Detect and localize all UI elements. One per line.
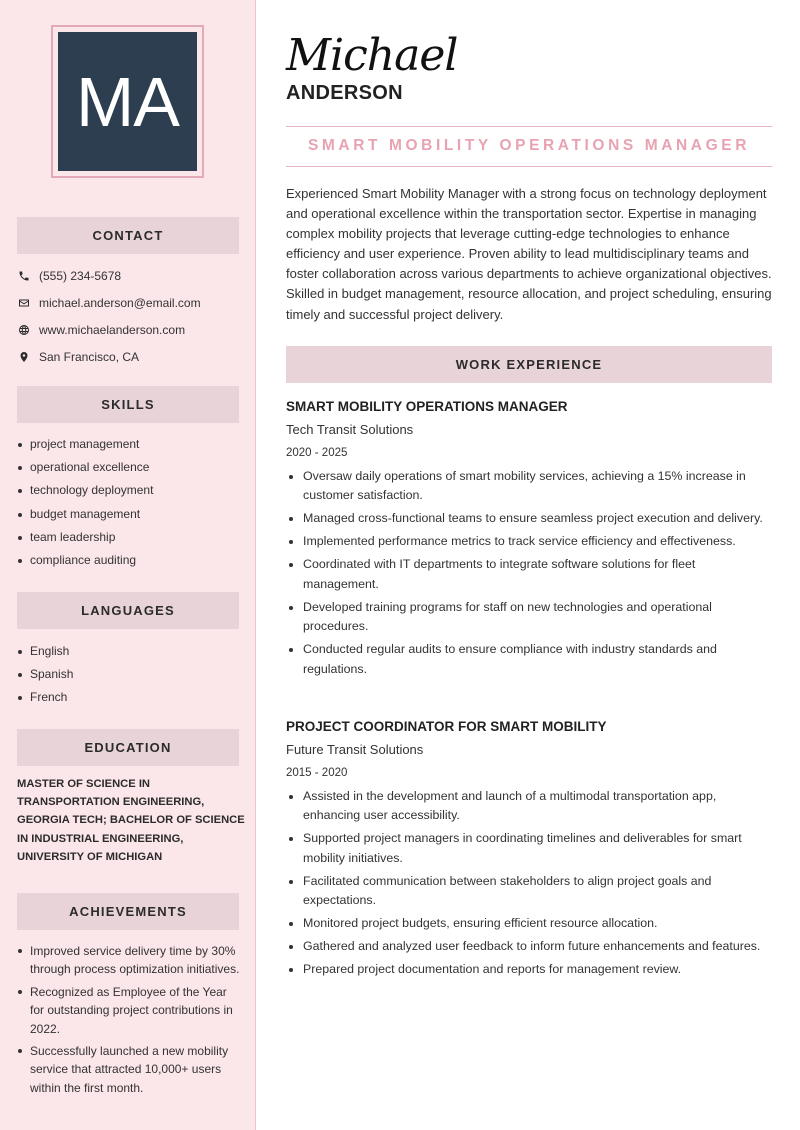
contact-phone	[17, 262, 242, 289]
contact-website	[17, 316, 242, 343]
job-bullet: Coordinated with IT departments to integrate software solutions for fleet management.	[286, 555, 772, 594]
first-name: Michael	[286, 30, 458, 81]
job-bullets	[286, 787, 772, 980]
contact-location	[17, 343, 242, 370]
skill-item: project management	[17, 433, 242, 456]
achievement-item: Improved service delivery time by 30% through process optimization initiatives.	[17, 942, 242, 979]
globe-icon	[17, 323, 31, 337]
location-pin-icon	[17, 350, 31, 364]
skill-item: team leadership	[17, 526, 242, 549]
job-bullet: Prepared project documentation and reports for management review.	[286, 960, 772, 979]
achievement-item: Recognized as Employee of the Year for outstanding project contributions in 2022.	[17, 983, 242, 1038]
job-entry	[286, 396, 772, 683]
job-bullets	[286, 467, 772, 679]
job-bullet: Supported project managers in coordinating timelines and deliverables for smart mobility initiatives.	[286, 829, 772, 868]
skills-list	[17, 433, 242, 572]
monogram-frame	[51, 25, 204, 178]
job-dates: 2020 - 2025	[286, 447, 348, 459]
contact-location-text: San Francisco, CA	[39, 349, 140, 364]
sidebar	[0, 0, 256, 1130]
achievements-list	[17, 942, 242, 1101]
contact-website-text[interactable]: www.michaelanderson.com	[39, 322, 186, 337]
languages-heading: LANGUAGES	[17, 592, 239, 629]
language-item: English	[17, 640, 242, 663]
last-name: ANDERSON	[286, 82, 403, 104]
summary: Experienced Smart Mobility Manager with a strong focus on technology deployment and operational excellence within the transportation sector. Expertise in managing complex mobility projects that leverage cutting-edge technologies to enhance efficiency and user experience. Proven ability to lead multidisciplinary teams and foster collaboration across various departments to achieve organizational objectives. Skilled in budget management, resource allocation, and project scheduling, ensuring timely and successful project delivery.	[286, 186, 772, 322]
job-bullet: Developed training programs for staff on new technologies and operational procedures.	[286, 598, 772, 637]
job-bullet: Managed cross-functional teams to ensure seamless project execution and delivery.	[286, 509, 772, 528]
title-top-rule	[286, 126, 772, 127]
job-bullet: Implemented performance metrics to track service efficiency and effectiveness.	[286, 532, 772, 551]
job-bullet: Gathered and analyzed user feedback to inform future enhancements and features.	[286, 937, 772, 956]
skill-item: technology deployment	[17, 479, 242, 502]
achievement-item: Successfully launched a new mobility service that attracted 10,000+ users within the first month.	[17, 1042, 242, 1097]
job-bullet: Conducted regular audits to ensure compliance with industry standards and regulations.	[286, 640, 772, 679]
achievements-heading: ACHIEVEMENTS	[17, 893, 239, 930]
contact-heading: CONTACT	[17, 217, 239, 254]
monogram: MA	[58, 32, 197, 171]
job-company: Tech Transit Solutions	[286, 422, 414, 437]
contact-phone-text: (555) 234-5678	[39, 268, 122, 283]
contact-email	[17, 289, 242, 316]
language-item: Spanish	[17, 663, 242, 686]
languages-list	[17, 640, 242, 710]
job-bullet: Facilitated communication between stakeholders to align project goals and expectations.	[286, 872, 772, 911]
contact-list	[17, 262, 242, 370]
job-company: Future Transit Solutions	[286, 742, 424, 757]
email-icon	[17, 296, 31, 310]
contact-email-text[interactable]: michael.anderson@email.com	[39, 295, 201, 310]
language-item: French	[17, 686, 242, 709]
skill-item: budget management	[17, 503, 242, 526]
job-bullet: Monitored project budgets, ensuring efficient resource allocation.	[286, 914, 772, 933]
education-text: MASTER OF SCIENCE IN TRANSPORTATION ENGINEERING, GEORGIA TECH; BACHELOR OF SCIENCE IN INDUSTRIAL ENGINEERING, UNIVERSITY OF MICHIGAN	[17, 778, 245, 863]
phone-icon	[17, 269, 31, 283]
job-bullet: Oversaw daily operations of smart mobility services, achieving a 15% increase in customer satisfaction.	[286, 467, 772, 506]
education-heading: EDUCATION	[17, 729, 239, 766]
job-role: SMART MOBILITY OPERATIONS MANAGER	[286, 399, 568, 414]
job-entry	[286, 716, 772, 983]
skill-item: operational excellence	[17, 456, 242, 479]
title-bottom-rule	[286, 166, 772, 167]
job-role: PROJECT COORDINATOR FOR SMART MOBILITY	[286, 719, 607, 734]
professional-title: SMART MOBILITY OPERATIONS MANAGER	[307, 137, 750, 154]
skill-item: compliance auditing	[17, 549, 242, 572]
job-dates: 2015 - 2020	[286, 767, 348, 779]
work-experience-heading: WORK EXPERIENCE	[286, 346, 772, 383]
job-bullet: Assisted in the development and launch of a multimodal transportation app, enhancing user accessibility.	[286, 787, 772, 826]
skills-heading: SKILLS	[17, 386, 239, 423]
